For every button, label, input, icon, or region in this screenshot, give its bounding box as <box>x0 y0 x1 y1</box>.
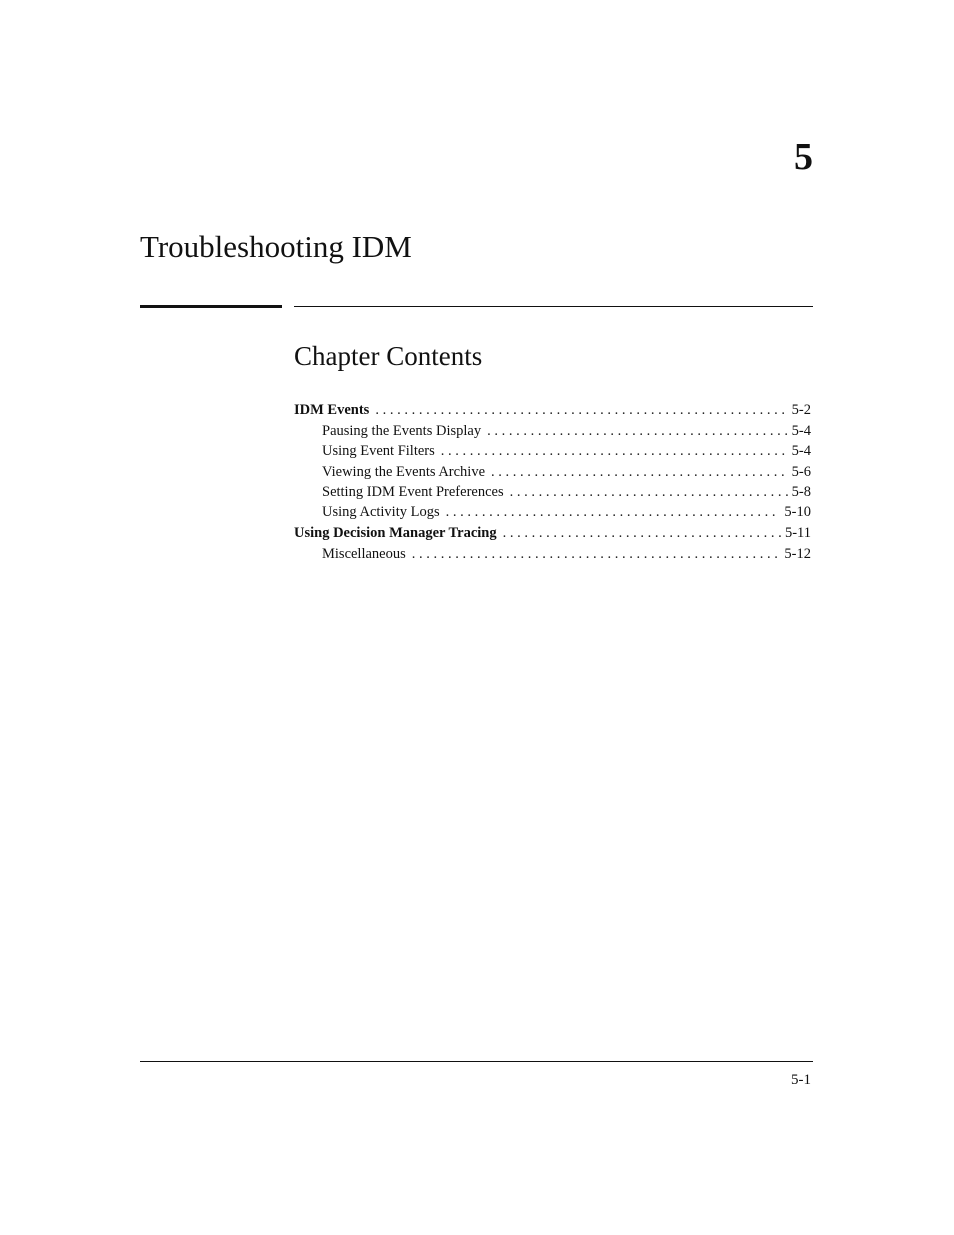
toc-entry[interactable] <box>294 482 811 502</box>
toc-dot-leader <box>503 522 781 544</box>
chapter-rule-thin <box>294 306 813 307</box>
toc-entry-label: Using Activity Logs <box>322 504 440 521</box>
toc-entry-label: Miscellaneous <box>322 546 406 563</box>
toc-entry-page: 5-4 <box>791 443 811 460</box>
toc-entry-page: 5-4 <box>791 423 811 439</box>
toc-entry[interactable] <box>294 462 811 482</box>
toc-dot-leader <box>487 421 788 441</box>
toc-entry[interactable] <box>294 441 811 461</box>
toc-entry-label: Viewing the Events Archive <box>322 463 486 480</box>
toc-entry-page: 5-8 <box>791 483 811 500</box>
toc-entry-label: Using Decision Manager Tracing <box>294 525 497 542</box>
toc-entry-label: IDM Events <box>294 402 370 418</box>
chapter-title: Troubleshooting IDM <box>140 229 412 264</box>
toc-dot-leader <box>375 399 787 421</box>
toc-entry[interactable] <box>294 522 811 544</box>
table-of-contents <box>294 399 811 565</box>
toc-entry-page: 5-12 <box>784 546 811 563</box>
toc-entry-label: Using Event Filters <box>322 443 435 460</box>
toc-entry-page: 5-2 <box>791 402 811 418</box>
toc-entry-page: 5-10 <box>784 504 811 521</box>
toc-dot-leader <box>491 462 788 482</box>
chapter-rule-thick <box>140 305 282 308</box>
chapter-number: 5 <box>794 136 813 178</box>
toc-entry-label: Pausing the Events Display <box>322 423 482 439</box>
page-number: 5-1 <box>791 1072 811 1088</box>
toc-entry-page: 5-6 <box>791 463 811 480</box>
toc-entry[interactable] <box>294 544 811 564</box>
toc-dot-leader <box>412 544 781 564</box>
contents-heading: Chapter Contents <box>294 341 483 371</box>
toc-entry-label: Setting IDM Event Preferences <box>322 483 504 500</box>
toc-entry[interactable] <box>294 421 811 441</box>
toc-dot-leader <box>441 441 788 461</box>
toc-entry-page: 5-11 <box>784 525 811 542</box>
footer-rule <box>140 1061 813 1062</box>
toc-entry[interactable] <box>294 399 811 421</box>
toc-dot-leader <box>446 502 781 522</box>
toc-dot-leader <box>510 482 788 502</box>
toc-entry[interactable] <box>294 502 811 522</box>
